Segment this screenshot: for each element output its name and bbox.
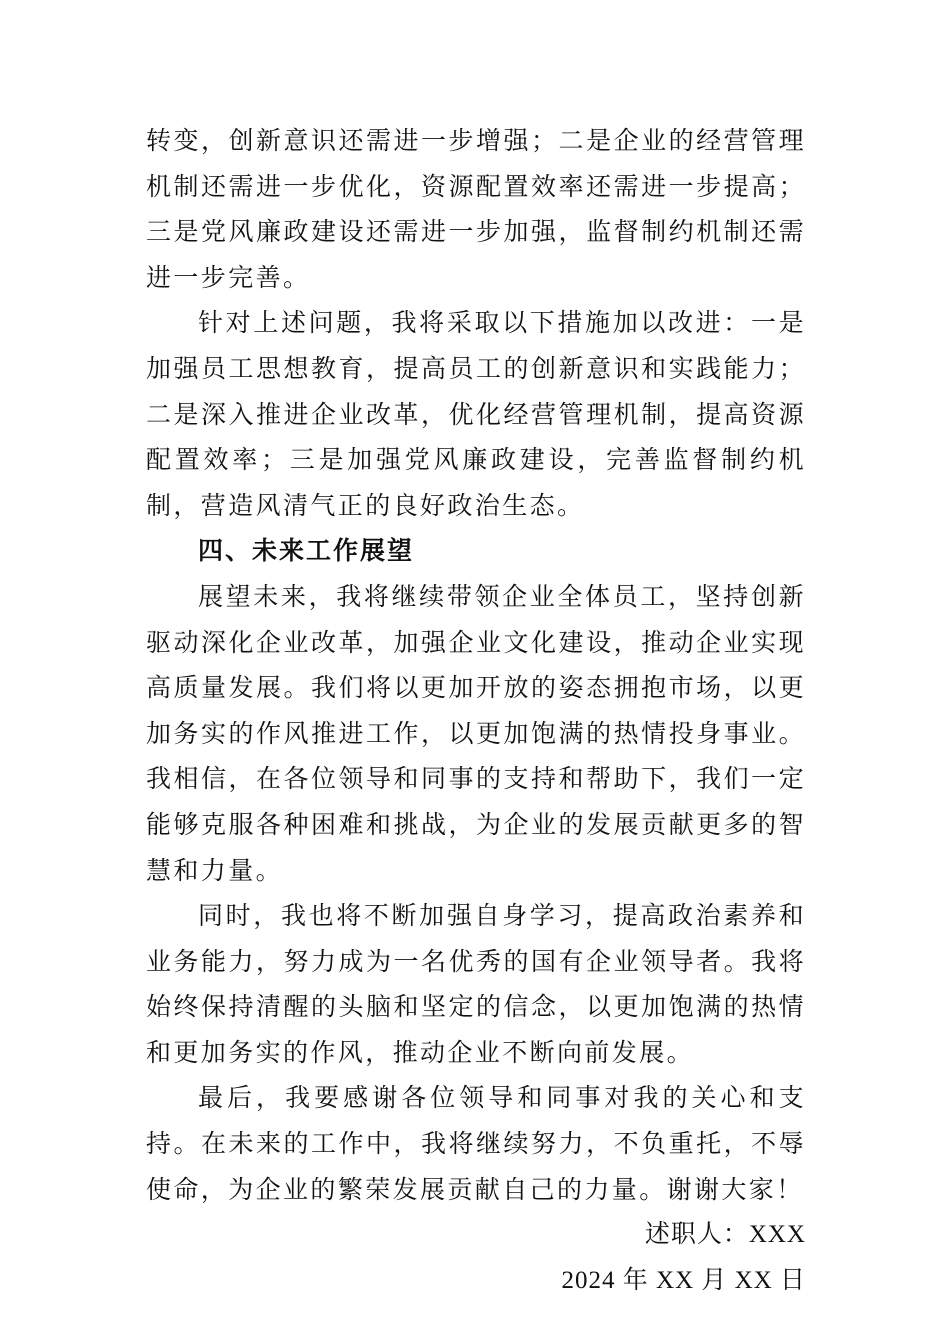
section-heading-future-outlook: 四、未来工作展望 [198,536,415,566]
document-body [146,118,806,1303]
paragraph-future-outlook: 展望未来，我将继续带领企业全体员工，坚持创新驱动深化企业改革，加强企业文化建设，推动企业实现高质量发展。我们将以更加开放的姿态拥抱市场，以更加务实的作风推进工作，以更加饱满的热情投身事业。我相信，在各位领导和同事的支持和帮助下，我们一定能够克服各种困难和挑战，为企业的发展贡献更多的智慧和力量。 [146,581,806,885]
paragraph-improvement-measures: 针对上述问题，我将采取以下措施加以改进：一是加强员工思想教育，提高员工的创新意识和实践能力；二是深入推进企业改革，优化经营管理机制，提高资源配置效率；三是加强党风廉政建设，完善监督制约机制，营造风清气正的良好政治生态。 [146,308,806,520]
signature-reporter: 述职人：XXX [644,1221,806,1249]
signature-date: 2024 年 XX 月 XX 日 [561,1266,806,1294]
paragraph-issues-continued: 转变，创新意识还需进一步增强；二是企业的经营管理机制还需进一步优化，资源配置效率还需进一步提高；三是党风廉政建设还需进一步加强，监督制约机制还需进一步完善。 [146,126,806,292]
paragraph-closing-thanks: 最后，我要感谢各位领导和同事对我的关心和支持。在未来的工作中，我将继续努力，不负重托，不辱使命，为企业的繁荣发展贡献自己的力量。谢谢大家！ [146,1083,806,1204]
paragraph-self-improvement: 同时，我也将不断加强自身学习，提高政治素养和业务能力，努力成为一名优秀的国有企业领导者。我将始终保持清醒的头脑和坚定的信念，以更加饱满的热情和更加务实的作风，推动企业不断向前发展。 [146,901,806,1067]
